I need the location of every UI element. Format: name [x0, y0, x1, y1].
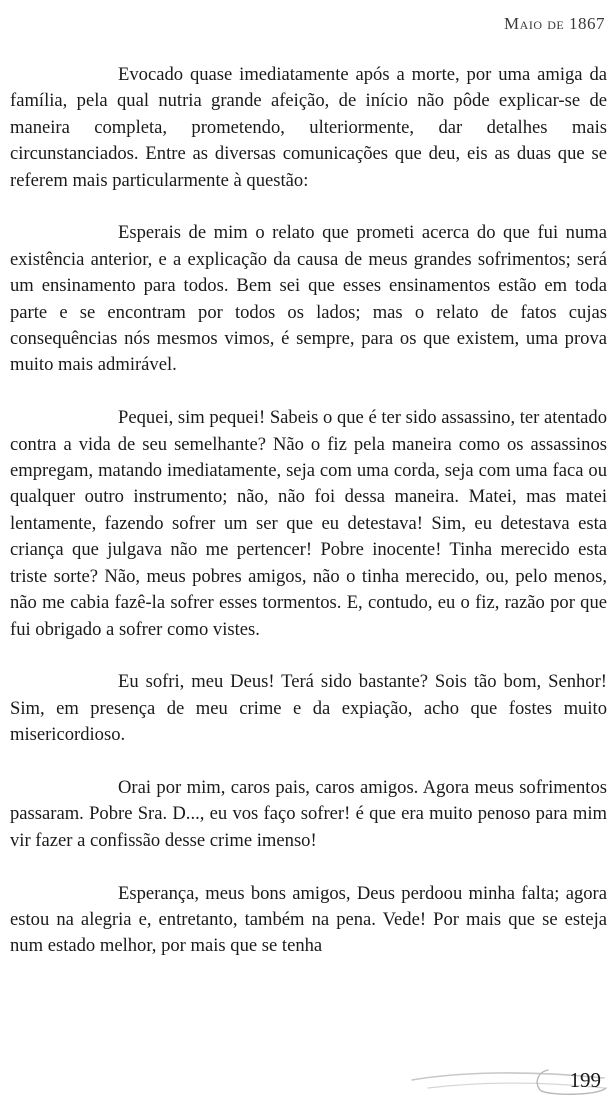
body-text — [10, 62, 607, 960]
paragraph-2: Esperais de mim o relato que prometi acerca do que fui numa existência anterior, e a explicação da causa de meus grandes sofrimentos; será um ensinamento para todos. Bem sei que esses ensinamentos estão em toda parte e se encontram por todos os lados; mas o relato de fatos cujas consequências nós mesmos vimos, é sempre, para os que existem, uma prova muito mais admirável. — [10, 222, 607, 376]
page-number: 199 — [569, 1068, 601, 1092]
paragraph-3: Pequei, sim pequei! Sabeis o que é ter sido assassino, ter atentado contra a vida de seu semelhante? Não o fiz pela maneira como os assassinos empregam, matando imediatamente, seja com uma corda, seja com uma faca ou qualquer outro instrumento; não, não foi dessa maneira. Matei, mas matei lentamente, fazendo sofrer um ser que eu detestava! Sim, eu detestava esta criança que julgava não me pertencer! Pobre inocente! Tinha merecido esta triste sorte? Não, meus pobres amigos, não o tinha merecido, ou, pelo menos, não me cabia fazê-la sofrer esses tormentos. E, contudo, eu o fiz, razão por que fui obrigado a sofrer como vistes. — [10, 407, 608, 640]
paragraph-1: Evocado quase imediatamente após a morte, por uma amiga da família, pela qual nutria grande afeição, de início não pôde explicar-se de maneira completa, prometendo, ulteriormente, dar detalhes mais circunstanciados. Entre as diversas comunicações que deu, eis as duas que se referem mais particularmente à questão: — [10, 64, 607, 191]
running-header: Maio de 1867 — [504, 14, 605, 33]
paragraph-6: Esperança, meus bons amigos, Deus perdoou minha falta; agora estou na alegria e, entretanto, também na pena. Vede! Por mais que se esteja num estado melhor, por mais que se tenha — [10, 882, 607, 957]
paragraph-4: Eu sofri, meu Deus! Terá sido bastante? Sois tão bom, Senhor! Sim, em presença de meu crime e da expiação, acho que fostes muito misericordioso. — [10, 671, 607, 746]
paragraph-5: Orai por mim, caros pais, caros amigos. Agora meus sofrimentos passaram. Pobre Sra. D..., eu vos faço sofrer! é que era muito penoso para mim vir fazer a confissão desse crime imenso! — [10, 776, 607, 851]
